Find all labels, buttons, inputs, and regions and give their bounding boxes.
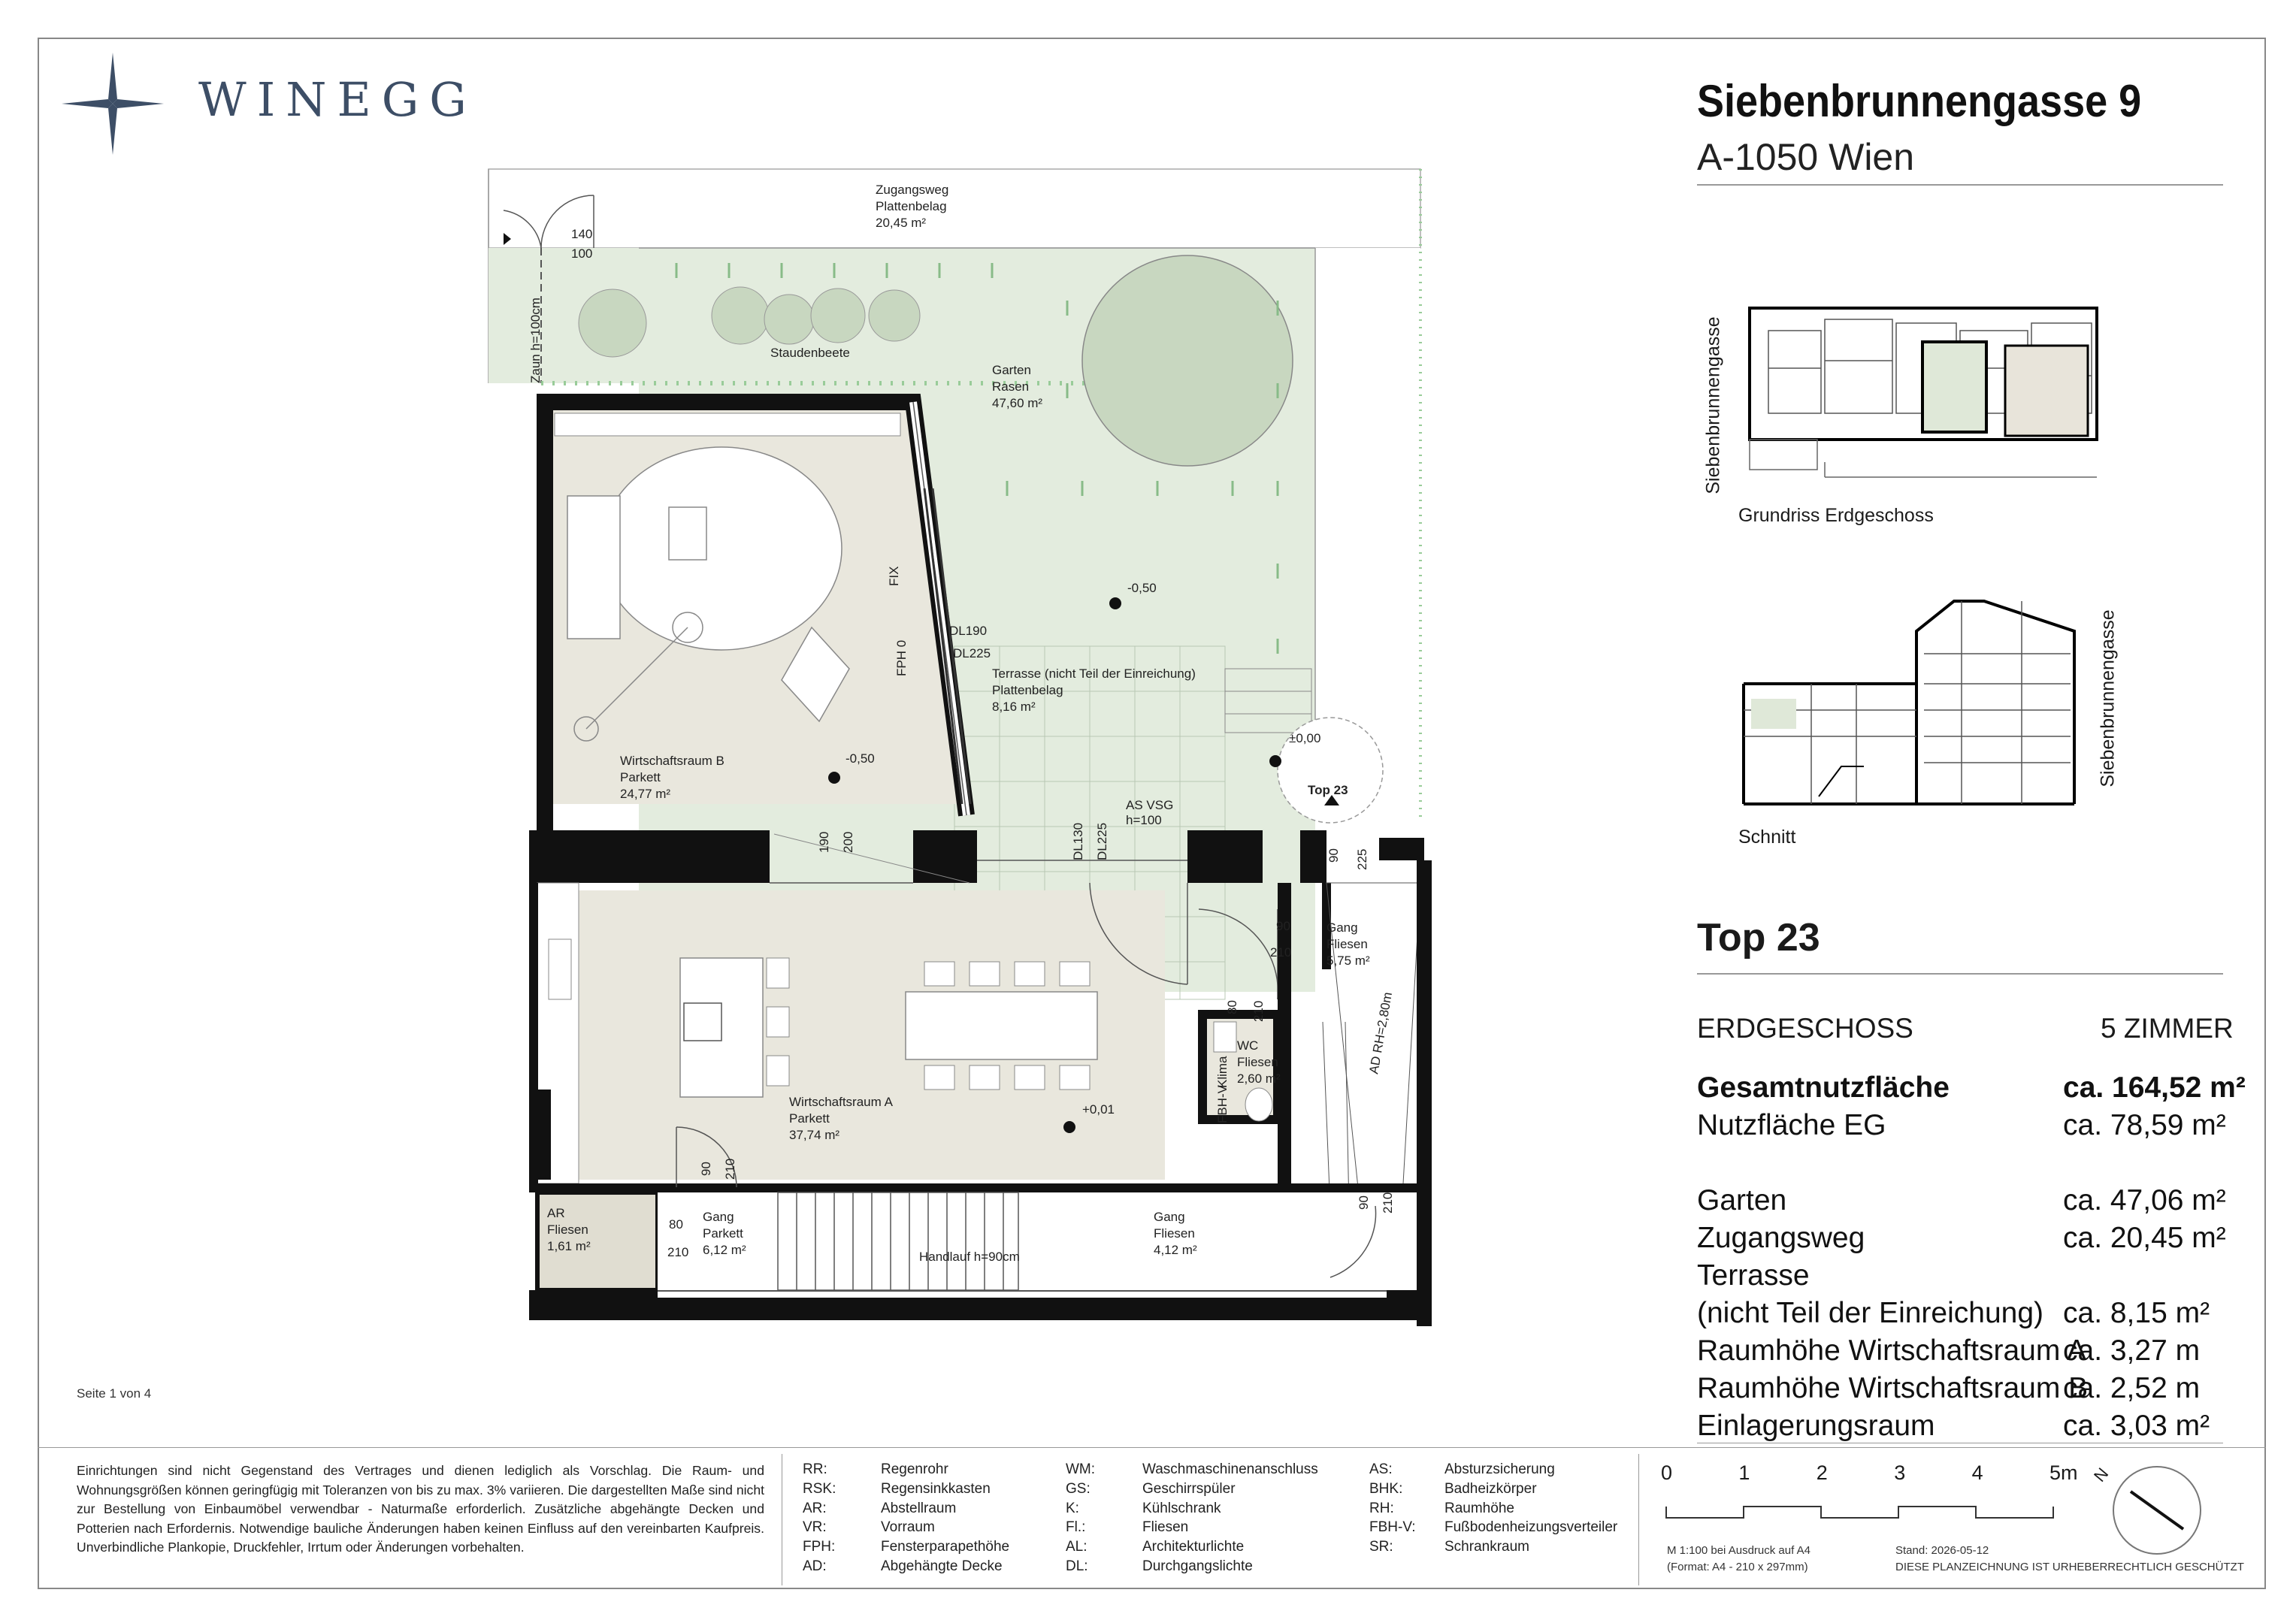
svg-text:Plattenbelag bbox=[992, 683, 1063, 697]
street-title: Siebenbrunnengasse 9 bbox=[1697, 76, 2142, 126]
legend-desc: Absturzsicherung bbox=[1444, 1461, 1555, 1477]
svg-text:FPH 0 bbox=[894, 640, 909, 676]
svg-text:210 bbox=[667, 1245, 688, 1259]
svg-text:Gang bbox=[703, 1210, 734, 1224]
scale-note: M 1:100 bei Ausdruck auf A4 bbox=[1667, 1544, 1810, 1557]
label-zaun: Zaun h=100cm bbox=[528, 298, 543, 383]
label-garten-2: Rasen bbox=[992, 379, 1030, 394]
legend-desc: Fliesen bbox=[1142, 1519, 1189, 1536]
legend-desc: Abgehängte Decke bbox=[881, 1558, 1003, 1574]
label-gang2-2: Parkett bbox=[703, 1226, 743, 1241]
label-staudenbeete: Staudenbeete bbox=[770, 346, 850, 360]
svg-text:Terrasse (nicht Teil der Einre bbox=[992, 666, 1196, 681]
legend-abbr: FBH-V: bbox=[1369, 1519, 1416, 1536]
legend-desc: Badheizkörper bbox=[1444, 1480, 1537, 1497]
label-d210b: 210 bbox=[1251, 1000, 1266, 1022]
label-ad-rh: AD RH=2,80m bbox=[1366, 990, 1396, 1075]
logo bbox=[60, 51, 165, 156]
tree-icon bbox=[1082, 255, 1293, 466]
label-top: Top 23 bbox=[1308, 783, 1348, 797]
svg-text:Klima bbox=[1215, 1056, 1230, 1088]
footer-divider bbox=[38, 1447, 2266, 1448]
svg-text:±0,00 bbox=[1289, 731, 1320, 745]
legend-desc: Durchgangslichte bbox=[1142, 1558, 1253, 1574]
label-wrb-3: 24,77 m² bbox=[620, 787, 671, 801]
label-gang3-1: Gang bbox=[1154, 1210, 1185, 1224]
legend-abbr: GS: bbox=[1066, 1480, 1091, 1497]
svg-text:h=100 bbox=[1126, 813, 1162, 827]
svg-text:6,12 m² bbox=[703, 1243, 746, 1257]
city-subtitle: A-1050 Wien bbox=[1697, 136, 1915, 178]
svg-text:Staudenbeete bbox=[770, 346, 850, 360]
legend-desc: Regenrohr bbox=[881, 1461, 948, 1477]
unit-title: Top 23 bbox=[1697, 916, 1820, 960]
svg-text:AR bbox=[547, 1206, 565, 1220]
header-divider bbox=[1697, 184, 2223, 186]
svg-text:DL190 bbox=[949, 624, 987, 638]
svg-text:Plattenbelag bbox=[876, 199, 947, 213]
label-d210a: 210 bbox=[1270, 945, 1292, 960]
legend-desc: Abstellraum bbox=[881, 1500, 957, 1516]
legend-abbr: DL: bbox=[1066, 1558, 1088, 1574]
svg-text:200 bbox=[841, 832, 855, 853]
label-garten-3: 47,60 m² bbox=[992, 396, 1043, 410]
label-door-140: 140 bbox=[571, 227, 593, 241]
legend-abbr: AL: bbox=[1066, 1539, 1087, 1555]
scale-tick-label: 3 bbox=[1894, 1461, 1906, 1484]
label-zugangsweg-2: Plattenbelag bbox=[876, 199, 947, 213]
legend-abbr: AR: bbox=[803, 1500, 827, 1516]
area-value: ca. 2,52 m bbox=[2063, 1372, 2201, 1404]
svg-text:DL130 bbox=[1071, 823, 1085, 860]
legend-abbr: VR: bbox=[803, 1519, 827, 1536]
area-label: Raumhöhe Wirtschaftsraum A bbox=[1697, 1334, 2087, 1367]
label-gang2-3: 6,12 m² bbox=[703, 1243, 746, 1257]
floor-label: ERDGESCHOSS bbox=[1697, 1013, 1913, 1044]
svg-text:Handlauf h=90cm bbox=[919, 1250, 1020, 1264]
svg-text:Parkett bbox=[703, 1226, 743, 1241]
label-fbhv: FBH-V bbox=[1215, 1085, 1230, 1123]
legend-abbr: K: bbox=[1066, 1500, 1079, 1516]
area-value: ca. 8,15 m² bbox=[2063, 1297, 2210, 1329]
label-asvsg-1: AS VSG bbox=[1126, 798, 1174, 812]
svg-text:210 bbox=[723, 1159, 737, 1180]
stand-date: Stand: 2026-05-12 bbox=[1895, 1544, 1989, 1557]
svg-text:Parkett bbox=[789, 1111, 830, 1126]
area-label: Garten bbox=[1697, 1184, 1787, 1216]
label-ar-1: AR bbox=[547, 1206, 565, 1220]
label-level-wrb: -0,50 bbox=[845, 751, 875, 766]
keyplan-site bbox=[1697, 301, 2103, 496]
legend-desc: Vorraum bbox=[881, 1519, 935, 1536]
svg-text:4,12 m² bbox=[1154, 1243, 1197, 1257]
label-d80a: 80 bbox=[1225, 1000, 1239, 1014]
area-label: Nutzfläche EG bbox=[1697, 1109, 1886, 1141]
label-garten-1: Garten bbox=[992, 363, 1031, 377]
area-label: Raumhöhe Wirtschaftsraum B bbox=[1697, 1372, 2089, 1404]
svg-text:WC bbox=[1237, 1038, 1258, 1053]
north-label: N bbox=[2089, 1464, 2113, 1485]
label-d90c: 90 bbox=[699, 1162, 713, 1176]
label-fph: FPH 0 bbox=[894, 639, 909, 676]
svg-text:Wirtschaftsraum A bbox=[789, 1095, 894, 1109]
svg-text:210 bbox=[1270, 945, 1291, 960]
label-dl130: DL130 bbox=[1071, 822, 1085, 860]
area-label: Einlagerungsraum bbox=[1697, 1410, 1935, 1442]
legend-abbr: SR: bbox=[1369, 1539, 1393, 1555]
label-dl190: DL190 bbox=[949, 624, 988, 638]
svg-text:AD RH=2,80m bbox=[1366, 991, 1395, 1075]
svg-text:2,60 m² bbox=[1237, 1071, 1281, 1086]
label-fix: FIX bbox=[887, 566, 901, 586]
keyplan-plan-caption: Grundriss Erdgeschoss bbox=[1738, 505, 1934, 526]
svg-text:Zugangsweg bbox=[876, 183, 948, 197]
label-wra-3: 37,74 m² bbox=[789, 1128, 840, 1142]
label-klima: Klima bbox=[1215, 1056, 1230, 1088]
legend-desc: Geschirrspüler bbox=[1142, 1480, 1236, 1497]
label-terrasse-3: 8,16 m² bbox=[992, 700, 1036, 714]
svg-text:210 bbox=[1251, 1001, 1266, 1022]
label-wc-2: Fliesen bbox=[1237, 1055, 1278, 1069]
unit-divider bbox=[1697, 973, 2223, 975]
label-gang1-3: 5,75 m² bbox=[1326, 954, 1370, 968]
svg-text:24,77 m² bbox=[620, 787, 670, 801]
label-terrasse-2: Plattenbelag bbox=[992, 683, 1063, 697]
legend-abbr: AD: bbox=[803, 1558, 827, 1574]
area-value: ca. 3,27 m bbox=[2063, 1334, 2201, 1367]
legend-desc: Schrankraum bbox=[1444, 1539, 1529, 1555]
label-zugangsweg-1: Zugangsweg bbox=[876, 183, 949, 197]
label-wc-3: 2,60 m² bbox=[1237, 1071, 1281, 1086]
legend-abbr: RR: bbox=[803, 1461, 827, 1477]
svg-text:37,74 m² bbox=[789, 1128, 839, 1142]
legend-desc: Kühlschrank bbox=[1142, 1500, 1221, 1516]
svg-text:Wirtschaftsraum B bbox=[620, 754, 724, 768]
svg-text:-0,50 bbox=[1127, 581, 1157, 595]
svg-text:Fliesen bbox=[547, 1223, 588, 1237]
svg-text:90 bbox=[1276, 919, 1290, 933]
label-wra-2: Parkett bbox=[789, 1111, 830, 1126]
svg-text:Garten bbox=[992, 363, 1031, 377]
legend-abbr: FPH: bbox=[803, 1539, 836, 1555]
svg-text:20,45 m² bbox=[876, 216, 926, 230]
label-asvsg-2: h=100 bbox=[1126, 813, 1162, 827]
scale-tick-label: 5m bbox=[2049, 1461, 2078, 1484]
scale-bar bbox=[1665, 1492, 2056, 1522]
label-handlauf: Handlauf h=90cm bbox=[919, 1250, 1020, 1264]
page-number: Seite 1 von 4 bbox=[77, 1386, 152, 1401]
label-zugangsweg-3: 20,45 m² bbox=[876, 216, 927, 230]
keyplan-section-caption: Schnitt bbox=[1738, 827, 1796, 848]
label-gang2-1: Gang bbox=[703, 1210, 734, 1224]
label-gang3-3: 4,12 m² bbox=[1154, 1243, 1197, 1257]
svg-text:47,60 m² bbox=[992, 396, 1042, 410]
label-dl225: DL225 bbox=[953, 646, 991, 660]
area-value: ca. 3,03 m² bbox=[2063, 1410, 2210, 1442]
legend-abbr: WM: bbox=[1066, 1461, 1096, 1477]
area-value: ca. 164,52 m² bbox=[2063, 1071, 2246, 1104]
zugangsweg bbox=[489, 169, 1420, 248]
svg-text:Top 23 bbox=[1308, 783, 1348, 797]
legend-desc: Waschmaschinenanschluss bbox=[1142, 1461, 1318, 1477]
label-d190: 190 bbox=[817, 831, 831, 853]
label-wra-1: Wirtschaftsraum A bbox=[789, 1095, 893, 1109]
label-gang3-2: Fliesen bbox=[1154, 1226, 1195, 1241]
north-arrow bbox=[2108, 1461, 2206, 1559]
svg-text:100 bbox=[571, 246, 592, 261]
svg-text:DL225 bbox=[1095, 823, 1109, 860]
legend-desc: Raumhöhe bbox=[1444, 1500, 1514, 1516]
label-terrasse-1: Terrasse (nicht Teil der Einreichung) bbox=[992, 666, 1196, 681]
svg-text:90 bbox=[699, 1162, 713, 1176]
svg-text:Fliesen bbox=[1237, 1055, 1278, 1069]
north-arrow-icon bbox=[2108, 1461, 2206, 1559]
area-label: (nicht Teil der Einreichung) bbox=[1697, 1297, 2044, 1329]
label-d210c: 210 bbox=[723, 1158, 737, 1180]
svg-text:-0,50 bbox=[845, 751, 875, 766]
svg-text:FIX bbox=[887, 567, 901, 586]
scale-tick-label: 4 bbox=[1971, 1461, 1983, 1484]
svg-text:+0,01 bbox=[1082, 1102, 1115, 1117]
svg-text:1,61 m² bbox=[547, 1239, 591, 1253]
legend-abbr: Fl.: bbox=[1066, 1519, 1086, 1536]
label-gang1-2: Fliesen bbox=[1326, 937, 1368, 951]
legend-desc: Regensinkkasten bbox=[881, 1480, 991, 1497]
label-level-wra: +0,01 bbox=[1082, 1102, 1115, 1117]
area-value: ca. 78,59 m² bbox=[2063, 1109, 2226, 1141]
keyplan-section-street-label: Siebenbrunnengasse bbox=[2097, 609, 2119, 787]
svg-text:190 bbox=[817, 832, 831, 853]
scale-tick-label: 0 bbox=[1661, 1461, 1673, 1484]
legend-abbr: RH: bbox=[1369, 1500, 1394, 1516]
label-wc-1: WC bbox=[1237, 1038, 1259, 1053]
label-level-garden: -0,50 bbox=[1127, 581, 1157, 595]
keyplan-section bbox=[1736, 586, 2082, 812]
svg-text:225 bbox=[1355, 849, 1369, 870]
area-label: Zugangsweg bbox=[1697, 1222, 1865, 1254]
label-d200: 200 bbox=[841, 831, 855, 853]
area-label: Gesamtnutzfläche bbox=[1697, 1071, 1950, 1104]
label-dl225b: DL225 bbox=[1095, 822, 1109, 860]
label-wrb-1: Wirtschaftsraum B bbox=[620, 754, 724, 768]
label-wrb-2: Parkett bbox=[620, 770, 661, 784]
svg-text:AS VSG bbox=[1126, 798, 1173, 812]
svg-text:Rasen bbox=[992, 379, 1029, 394]
label-d90a: 90 bbox=[1326, 848, 1341, 863]
svg-text:5,75 m² bbox=[1326, 954, 1370, 968]
svg-text:80 bbox=[669, 1217, 683, 1232]
svg-text:90 bbox=[1357, 1195, 1371, 1210]
label-d210e: 210 bbox=[1381, 1192, 1395, 1213]
svg-text:Parkett bbox=[620, 770, 661, 784]
svg-text:Fliesen bbox=[1154, 1226, 1195, 1241]
legend-abbr: AS: bbox=[1369, 1461, 1393, 1477]
svg-text:80 bbox=[1225, 1000, 1239, 1014]
brand-name: WINEGG bbox=[198, 72, 477, 127]
legend-abbr: BHK: bbox=[1369, 1480, 1403, 1497]
scale-format: (Format: A4 - 210 x 297mm) bbox=[1667, 1561, 1808, 1573]
area-label: Terrasse bbox=[1697, 1259, 1810, 1292]
label-d80b: 80 bbox=[669, 1217, 683, 1232]
legend-abbr: RSK: bbox=[803, 1480, 836, 1497]
area-value: ca. 20,45 m² bbox=[2063, 1222, 2226, 1254]
disclaimer-text: Einrichtungen sind nicht Gegenstand des Vertrages und dienen lediglich als Vorschlag. Die Raum- und Wohnungsgrößen können geringfügig mit Toleranzen von bis zu max. 3% variieren. Die dargestellten Maße sind nicht zur Bestellung von Einbaumöbel verwendbar - Naturmaße erforderlich. Zusätzliche abgehängte Decken und Potterien nach Erfordernis. Notwendige bauliche Änderungen haben keinen Einfluss auf den vereinbarten Kaufpreis. Unverbindliche Plankopie, Druckfehler, Irrtum oder Änderungen vorbehalten. bbox=[77, 1463, 764, 1555]
keyplan-street-label: Siebenbrunnengasse bbox=[1702, 316, 1724, 494]
label-d90d: 90 bbox=[1357, 1195, 1371, 1210]
svg-text:Gang bbox=[1154, 1210, 1185, 1224]
label-d210d: 210 bbox=[667, 1245, 689, 1259]
svg-text:Gang bbox=[1326, 920, 1358, 935]
svg-text:8,16 m² bbox=[992, 700, 1036, 714]
label-ar-3: 1,61 m² bbox=[547, 1239, 591, 1253]
label-d225: 225 bbox=[1355, 848, 1369, 870]
label-door-100: 100 bbox=[571, 246, 593, 261]
legend-desc: Fensterparapethöhe bbox=[881, 1539, 1010, 1555]
compass-star-icon bbox=[60, 51, 165, 156]
svg-text:FBH-V bbox=[1215, 1084, 1230, 1123]
scale-tick-label: 1 bbox=[1738, 1461, 1750, 1484]
svg-text:140 bbox=[571, 227, 592, 241]
label-level-entry: ±0,00 bbox=[1289, 731, 1321, 745]
svg-text:Zaun h=100cm bbox=[528, 298, 543, 383]
legend-separator-right bbox=[1638, 1454, 1639, 1585]
label-ar-2: Fliesen bbox=[547, 1223, 588, 1237]
copyright: DIESE PLANZEICHNUNG IST URHEBERRECHTLICH GESCHÜTZT bbox=[1895, 1561, 2244, 1573]
room-count: 5 ZIMMER bbox=[2101, 1013, 2234, 1044]
area-value: ca. 47,06 m² bbox=[2063, 1184, 2226, 1216]
scale-tick-label: 2 bbox=[1816, 1461, 1828, 1484]
svg-text:DL225 bbox=[953, 646, 991, 660]
label-gang1-1: Gang bbox=[1326, 920, 1358, 935]
legend-desc: Architekturlichte bbox=[1142, 1539, 1245, 1555]
svg-text:210 bbox=[1381, 1192, 1395, 1213]
label-d90b: 90 bbox=[1276, 919, 1290, 933]
svg-text:Fliesen bbox=[1326, 937, 1368, 951]
legend-desc: Fußbodenheizungsverteiler bbox=[1444, 1519, 1618, 1536]
floor-plan bbox=[481, 158, 1458, 1330]
svg-text:90 bbox=[1326, 848, 1341, 863]
